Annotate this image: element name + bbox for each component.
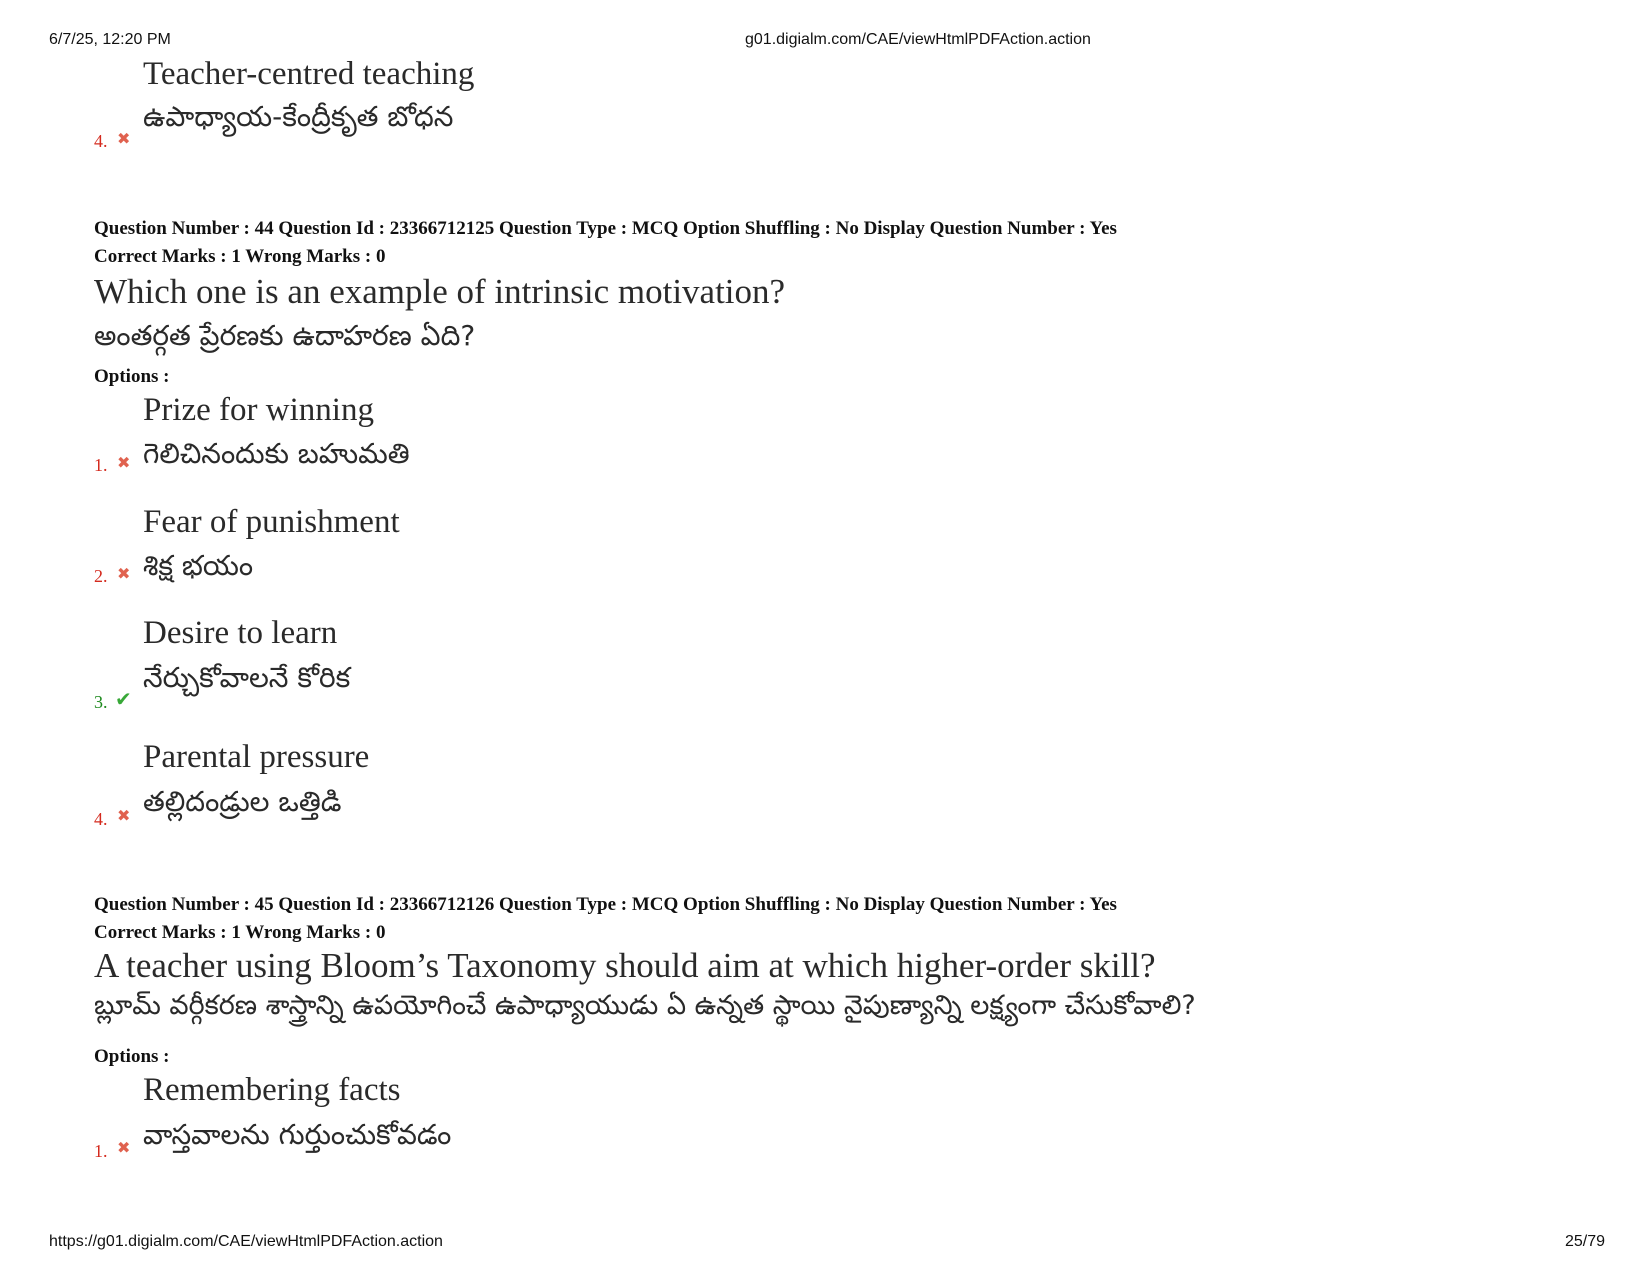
- cross-icon: ✖: [117, 564, 131, 583]
- question-text-te: అంతర్గత ప్రేరణకు ఉదాహరణ ఏది?: [94, 319, 476, 352]
- cross-icon: ✖: [117, 1138, 131, 1157]
- option-text-te: వాస్తవాలను గుర్తుంచుకోవడం: [143, 1118, 452, 1151]
- option-text-en: Fear of punishment: [143, 504, 400, 540]
- question-text-te: బ్లూమ్ వర్గీకరణ శాస్త్రాన్ని ఉపయోగించే ఉపాధ్యాయుడు ఏ ఉన్నత స్థాయి నైపుణ్యాన్ని లక్ష్యంగా చేసుకోవాలి?: [94, 990, 1196, 1021]
- option-number: 4.: [94, 131, 108, 151]
- question-text-en: Which one is an example of intrinsic motivation?: [94, 272, 786, 311]
- options-label: Options :: [94, 1046, 170, 1067]
- option-text-en: Remembering facts: [143, 1072, 401, 1108]
- question-meta: Question Number : 44 Question Id : 23366712125 Question Type : MCQ Option Shuffling : No Display Question Number : Yes: [94, 218, 1117, 239]
- question-marks: Correct Marks : 1 Wrong Marks : 0: [94, 246, 386, 267]
- option-number: 1.: [94, 455, 108, 475]
- cross-icon: ✖: [117, 806, 131, 825]
- option-number: 1.: [94, 1141, 108, 1161]
- question-meta: Question Number : 45 Question Id : 23366712126 Question Type : MCQ Option Shuffling : No Display Question Number : Yes: [94, 894, 1117, 915]
- cross-icon: ✖: [117, 129, 131, 148]
- option-text-te: శిక్ష భయం: [143, 549, 254, 582]
- page-number: 25/79: [1565, 1233, 1606, 1250]
- options-label: Options :: [94, 366, 170, 387]
- option-number: 2.: [94, 566, 108, 586]
- option-text-te: నేర్చుకోవాలనే కోరిక: [143, 661, 351, 694]
- option-number: 3.: [94, 692, 108, 712]
- option-text-te: తల్లిదండ్రుల ఒత్తిడి: [143, 785, 342, 818]
- option-text-en: Parental pressure: [143, 739, 370, 775]
- option-number: 4.: [94, 809, 108, 829]
- option-text-en: Teacher-centred teaching: [143, 56, 475, 92]
- print-footer-url: https://g01.digialm.com/CAE/viewHtmlPDFAction.action: [49, 1233, 443, 1250]
- question-text-en: A teacher using Bloom’s Taxonomy should aim at which higher-order skill?: [94, 946, 1156, 985]
- check-icon: ✔: [115, 687, 132, 711]
- option-text-en: Desire to learn: [143, 615, 338, 651]
- print-header-url: g01.digialm.com/CAE/viewHtmlPDFAction.action: [745, 31, 1091, 48]
- option-text-te: ఉపాధ్యాయ-కేంద్రీకృత బోధన: [143, 100, 454, 133]
- cross-icon: ✖: [117, 453, 131, 472]
- question-marks: Correct Marks : 1 Wrong Marks : 0: [94, 922, 386, 943]
- option-text-en: Prize for winning: [143, 392, 374, 428]
- option-text-te: గెలిచినందుకు బహుమతి: [143, 437, 410, 470]
- print-datetime: 6/7/25, 12:20 PM: [49, 31, 171, 48]
